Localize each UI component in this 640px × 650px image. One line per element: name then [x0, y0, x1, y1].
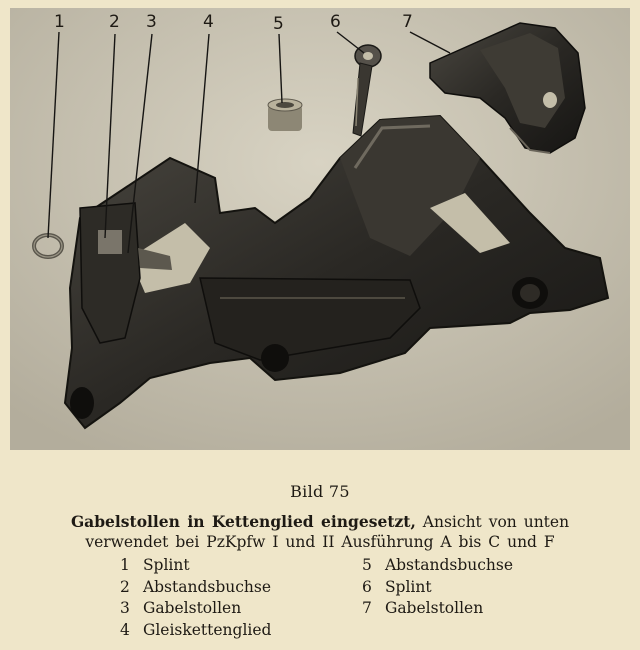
caption-bold-text: Gabelstollen in Kettenglied eingesetzt,	[70, 512, 416, 531]
figure-title: Bild 75	[290, 482, 350, 501]
legend-number: 1	[120, 556, 130, 574]
track-link-photo	[10, 8, 630, 450]
legend-number: 5	[362, 556, 372, 574]
legend-label: Splint	[384, 577, 432, 596]
legend-right-column	[362, 555, 513, 620]
legend-number: 4	[120, 620, 130, 639]
legend-label: Gleiskettenglied	[142, 620, 272, 639]
callout-7: 7	[402, 12, 413, 32]
figure-caption	[14, 512, 626, 552]
legend-number: 2	[120, 577, 130, 596]
caption-rest-text: Ansicht von unten	[415, 513, 570, 531]
callout-5: 5	[273, 14, 284, 34]
legend-item	[362, 598, 513, 620]
legend-item	[120, 555, 271, 577]
callout-3: 3	[146, 12, 157, 32]
legend-left-column	[120, 555, 271, 641]
caption-line-2: verwendet bei PzKpfw I und II Ausführung A bis C und F	[85, 533, 555, 551]
legend-number: 6	[362, 577, 372, 596]
legend-item	[362, 555, 513, 577]
legend-label: Abstandsbuchse	[142, 577, 272, 596]
legend-item	[120, 598, 271, 620]
legend-label: Splint	[142, 556, 190, 574]
spacer-bushing	[268, 99, 302, 131]
legend-item	[120, 577, 271, 599]
legend-item	[362, 577, 513, 599]
legend-label: Gabelstollen	[142, 599, 242, 617]
callout-1: 1	[54, 12, 65, 32]
legend-label: Gabelstollen	[384, 599, 484, 617]
callout-2: 2	[109, 12, 120, 32]
callout-4: 4	[203, 12, 214, 32]
photo	[10, 8, 630, 450]
callout-6: 6	[330, 12, 341, 32]
caption-line-1	[14, 512, 626, 532]
legend-label: Abstandsbuchse	[384, 556, 514, 574]
legend-item	[120, 620, 271, 642]
legend-number: 3	[120, 599, 130, 617]
legend-number: 7	[362, 599, 372, 617]
